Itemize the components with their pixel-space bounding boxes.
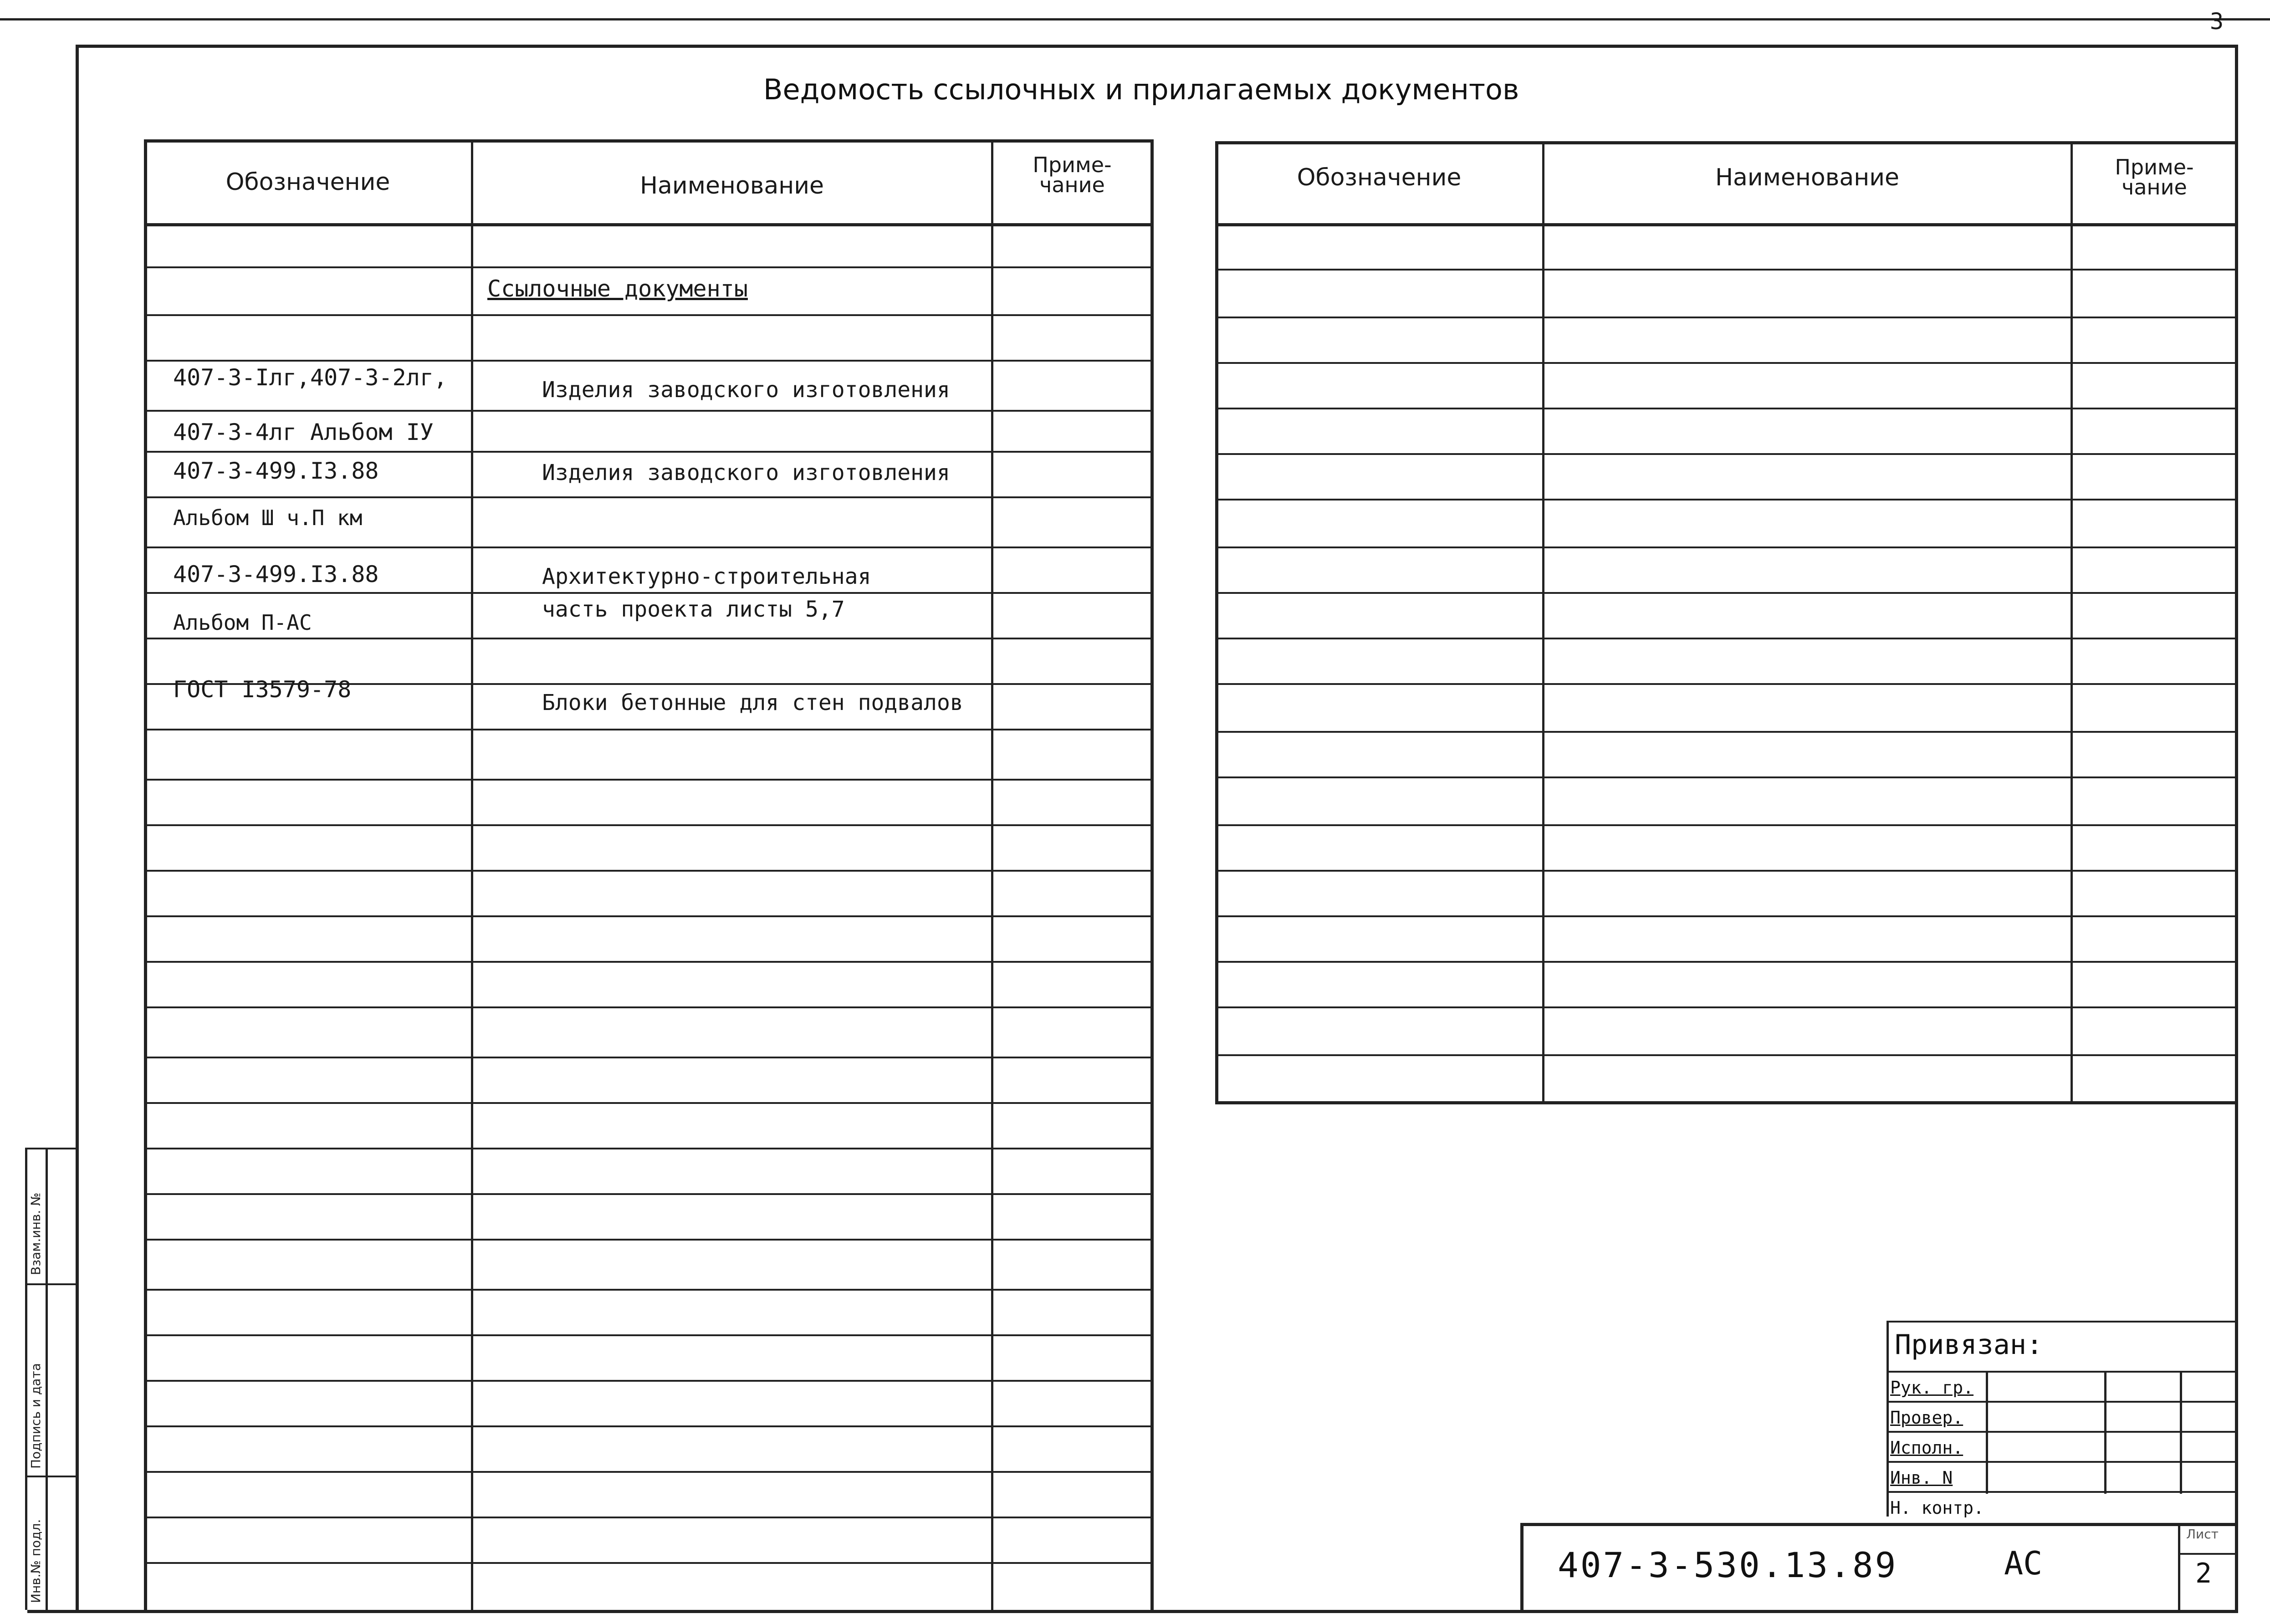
side-stamp-inv-no: Взам.инв. №: [28, 1192, 43, 1275]
left-row-line: [144, 266, 1152, 268]
side-stamp-divider: [46, 1148, 48, 1610]
right-table-col-divider-1: [1542, 141, 1544, 1102]
side-stamp-top: [25, 1148, 76, 1149]
right-table-border-left: [1215, 141, 1218, 1102]
title-block-stage: АС: [2004, 1545, 2043, 1582]
left-row-line: [144, 1517, 1152, 1518]
binding-stamp-row-label: Н. контр.: [1890, 1498, 1984, 1518]
title-block-left: [1520, 1523, 1524, 1610]
left-row-line: [144, 1334, 1152, 1336]
right-row-line: [1215, 961, 2235, 963]
binding-stamp-left: [1887, 1321, 1889, 1517]
binding-stamp-line: [1887, 1371, 2235, 1373]
row-designation: 407-3-Iлг,407-3-2лг,: [173, 364, 448, 391]
top-edge-line: [0, 18, 2270, 20]
left-row-line: [144, 1380, 1152, 1382]
right-row-line: [1215, 546, 2235, 548]
right-row-line: [1215, 776, 2235, 778]
frame-bottom: [27, 1610, 2238, 1613]
row-designation: 407-3-499.I3.88: [173, 458, 379, 484]
title-block-sheet-line: [2178, 1553, 2235, 1555]
left-table-header-bottom: [144, 223, 1152, 226]
right-header-note: Приме- чание: [2115, 155, 2194, 199]
row-designation: 407-3-4лг Альбом IУ: [173, 419, 434, 445]
left-row-line: [144, 410, 1152, 412]
left-row-line: [144, 870, 1152, 872]
left-row-line: [144, 1425, 1152, 1427]
left-row-line: [144, 638, 1152, 639]
title-block-sheet-divider: [2178, 1523, 2180, 1610]
title-block-code: 407-3-530.13.89: [1558, 1545, 1898, 1585]
frame-left: [76, 45, 79, 1611]
left-row-line: [144, 1193, 1152, 1195]
left-row-line: [144, 824, 1152, 826]
side-stamp-inv-original: Инв.№ подл.: [28, 1519, 43, 1603]
left-row-line: [144, 1006, 1152, 1008]
left-row-line: [144, 314, 1152, 316]
right-row-line: [1215, 269, 2235, 271]
left-row-line: [144, 1057, 1152, 1058]
left-header-note: Приме- чание: [1033, 153, 1112, 197]
row-designation: Альбом Ш ч.П км: [173, 506, 363, 530]
title-block-top: [1520, 1523, 2235, 1526]
right-row-line: [1215, 915, 2235, 917]
right-row-line: [1215, 453, 2235, 455]
right-row-line: [1215, 1006, 2235, 1008]
side-stamp-left: [25, 1148, 27, 1610]
right-table-col-divider-2: [2071, 141, 2073, 1102]
right-table-bottom: [1215, 1101, 2235, 1104]
left-row-line: [144, 1148, 1152, 1149]
binding-stamp-line: [1887, 1401, 2235, 1403]
binding-stamp-title: Привязан:: [1895, 1329, 2043, 1361]
left-table-top: [144, 139, 1152, 143]
binding-stamp-row-label: Провер.: [1890, 1408, 1963, 1428]
right-row-line: [1215, 1054, 2235, 1056]
title-block-sheet-number: 2: [2195, 1558, 2212, 1589]
binding-stamp-line: [1887, 1431, 2235, 1433]
left-row-line: [144, 592, 1152, 594]
right-row-line: [1215, 499, 2235, 500]
side-stamp-sep-2: [25, 1476, 76, 1477]
left-row-line: [144, 1471, 1152, 1473]
section-title-referenced-docs: Ссылочные документы: [487, 276, 748, 302]
binding-stamp-row-label: Исполн.: [1890, 1438, 1963, 1458]
right-row-line: [1215, 870, 2235, 872]
side-stamp-sep-1: [25, 1283, 76, 1285]
binding-stamp-line: [1887, 1491, 2235, 1493]
right-row-line: [1215, 408, 2235, 409]
right-row-line: [1215, 731, 2235, 733]
right-row-line: [1215, 592, 2235, 594]
right-header-designation: Обозначение: [1297, 164, 1462, 191]
left-header-name: Наименование: [639, 172, 824, 199]
left-row-line: [144, 779, 1152, 781]
row-designation: 407-3-499.I3.88: [173, 561, 379, 587]
left-row-line: [144, 729, 1152, 730]
right-row-line: [1215, 824, 2235, 826]
row-designation: ГОСТ I3579-78: [173, 676, 352, 703]
binding-stamp-top: [1887, 1321, 2235, 1323]
row-designation: Альбом П-АС: [173, 610, 312, 635]
left-row-line: [144, 451, 1152, 453]
right-row-line: [1215, 317, 2235, 318]
right-table-top: [1215, 141, 2235, 144]
left-row-line: [144, 1562, 1152, 1564]
page-number: 3: [2210, 8, 2224, 35]
row-name: часть проекта листы 5,7: [542, 597, 845, 622]
row-name: Изделия заводского изготовления: [542, 377, 950, 403]
left-row-line: [144, 1289, 1152, 1291]
row-name: Архитектурно-строительная: [542, 564, 871, 589]
title-block-sheet-label: Лист: [2186, 1527, 2219, 1542]
binding-stamp-row-label: Рук. гр.: [1890, 1378, 1974, 1398]
left-row-line: [144, 546, 1152, 548]
right-row-line: [1215, 638, 2235, 639]
left-row-line: [144, 915, 1152, 917]
left-row-line: [144, 496, 1152, 498]
binding-stamp-line: [1887, 1461, 2235, 1463]
row-name: Блоки бетонные для стен подвалов: [542, 690, 963, 715]
right-header-name: Наименование: [1715, 164, 1900, 191]
left-row-line: [144, 360, 1152, 362]
right-row-line: [1215, 683, 2235, 685]
left-header-designation: Обозначение: [225, 169, 390, 196]
left-row-line: [144, 961, 1152, 963]
frame-top: [76, 45, 2238, 48]
row-name: Изделия заводского изготовления: [542, 460, 950, 485]
binding-stamp-row-label: Инв. N: [1890, 1468, 1953, 1488]
left-row-line: [144, 1239, 1152, 1241]
right-row-line: [1215, 362, 2235, 364]
frame-right: [2235, 45, 2238, 1611]
document-title: Ведомость ссылочных и прилагаемых документов: [763, 73, 1519, 106]
side-stamp-signature-date: Подпись и дата: [28, 1363, 43, 1469]
right-table-header-bottom: [1215, 223, 2235, 226]
left-row-line: [144, 1102, 1152, 1104]
